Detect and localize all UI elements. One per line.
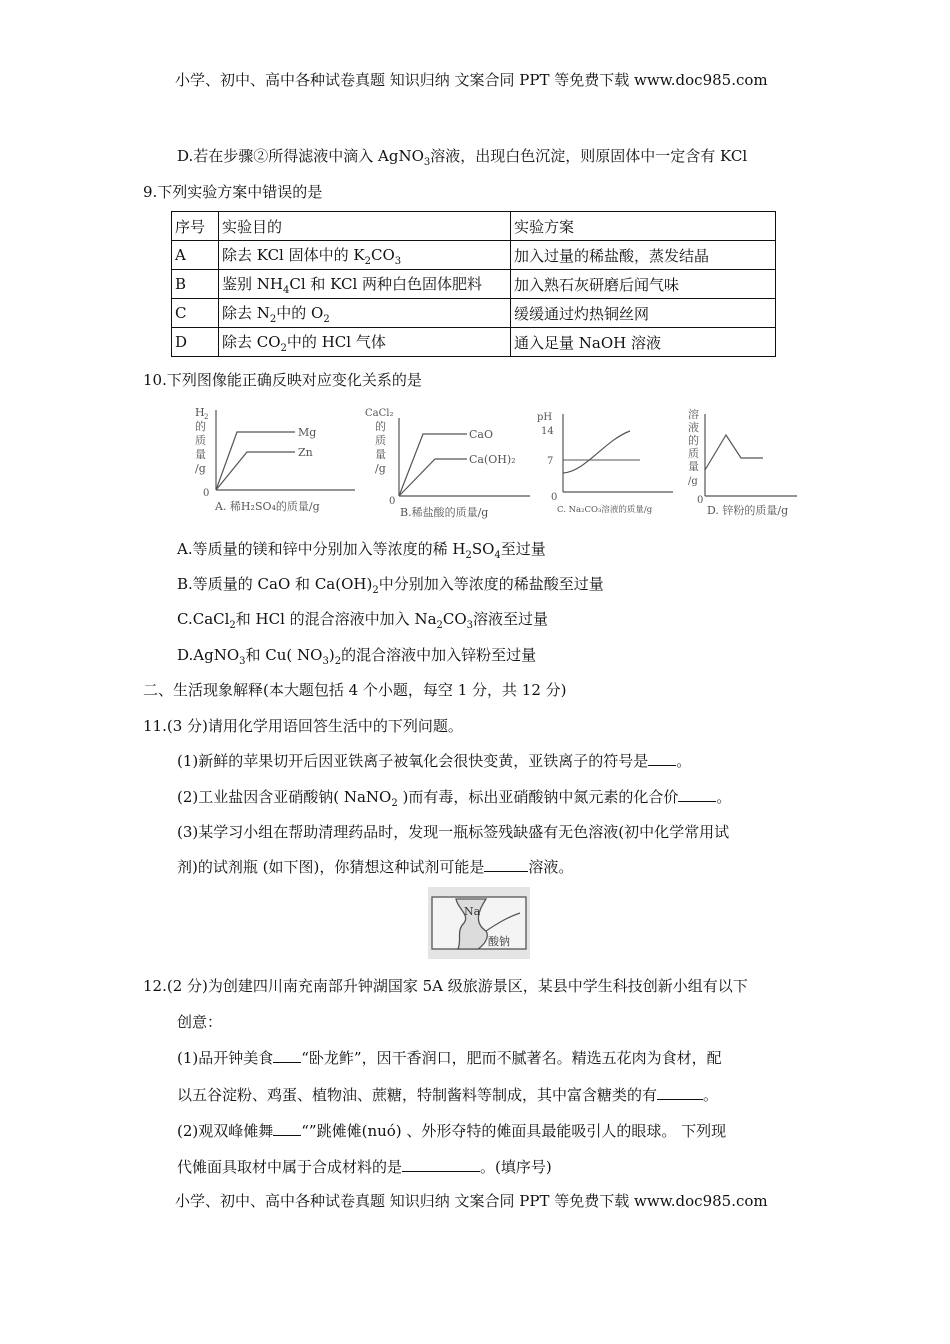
row-id: C — [172, 299, 219, 328]
row-id: D — [172, 328, 219, 357]
graph-c — [537, 412, 673, 515]
q10-option-b: B.等质量的 CaO 和 $Ca(OH)_2$中分别加入等浓度的稀盐酸至过量 — [177, 575, 604, 596]
graph-b-caoh2-line — [399, 459, 467, 496]
svg-text:/g: /g — [195, 462, 206, 475]
q12-sub2-line2: 代傩面具取材中属于合成材料的是 。(填序号) — [177, 1158, 552, 1176]
graph-c-ylabel: pH — [537, 412, 553, 423]
header-cell: 序号 — [172, 212, 219, 241]
table-row — [172, 299, 776, 328]
q12-sub1-line2: 以五谷淀粉、鸡蛋、植物油、蔗糖，特制酱料等制成，其中富含糖类的有 。 — [177, 1086, 719, 1104]
row-goal: 除去 KCl 固体中的 $K_2CO_3$ — [219, 241, 511, 270]
graph-b-ylabel: CaCl₂ — [365, 408, 394, 419]
answer-blank[interactable] — [273, 1121, 301, 1136]
svg-text:14: 14 — [541, 426, 554, 437]
row-goal: 鉴别 $NH_4Cl$ 和 KCl 两种白色固体肥料 — [219, 270, 511, 299]
q12-stem-line2: 创意： — [177, 1013, 223, 1031]
graph-d-ylabel: 溶 — [688, 408, 699, 421]
svg-text:的: 的 — [195, 420, 206, 433]
answer-blank[interactable] — [484, 857, 528, 872]
q9-table — [171, 211, 776, 357]
q11-stem: 11.(3 分)请用化学用语回答生活中的下列问题。 — [143, 717, 463, 735]
answer-blank[interactable] — [657, 1085, 703, 1100]
header-cell: 实验方案 — [511, 212, 776, 241]
svg-text:0: 0 — [551, 492, 558, 503]
q10-option-c: C.CaCl$_2$和 HCl 的混合溶液中加入 $Na_2CO_3$溶液至过量 — [177, 610, 549, 631]
q11-sub3-line1: (3)某学习小组在帮助清理药品时，发现一瓶标签残缺盛有无色溶液(初中化学常用试 — [177, 823, 730, 841]
row-plan: 通入足量 NaOH 溶液 — [511, 328, 776, 357]
row-goal: 除去 $N_2$中的 $O_2$ — [219, 299, 511, 328]
q10-graphs — [185, 400, 805, 525]
svg-text:的: 的 — [375, 420, 386, 433]
q12-sub1-line1: (1)品开钟美食 “卧龙鲊”，因干香润口，肥而不腻著名。精选五花肉为食材，配 — [177, 1049, 722, 1067]
table-header-row — [172, 212, 776, 241]
q11-sub3-line2: 剂)的试剂瓶 (如下图)，你猜想这种试剂可能是 溶液。 — [177, 858, 574, 876]
svg-text:质: 质 — [195, 434, 206, 447]
q10-stem: 10.下列图像能正确反映对应变化关系的是 — [143, 371, 422, 389]
graph-b-cao-label: CaO — [469, 428, 493, 441]
svg-text:量: 量 — [688, 460, 699, 473]
q9-stem: 9.下列实验方案中错误的是 — [143, 183, 323, 201]
graph-d-xlabel: D. 锌粉的质量/g — [707, 504, 789, 517]
svg-text:2: 2 — [204, 413, 209, 421]
svg-text:液: 液 — [688, 421, 699, 434]
graph-d — [688, 407, 797, 517]
svg-text:/g: /g — [688, 476, 698, 487]
svg-text:质: 质 — [375, 434, 386, 447]
graph-c-curve — [563, 431, 630, 473]
label-na-text: Na — [464, 905, 481, 918]
graph-b — [365, 408, 530, 519]
page-header: 小学、初中、高中各种试卷真题 知识归纳 文案合同 PPT 等免费下载 www.doc985.com — [175, 71, 768, 89]
graph-d-line — [705, 435, 763, 470]
q10-option-a: A.等质量的镁和锌中分别加入等浓度的稀 $H_2SO_4$至过量 — [177, 540, 546, 561]
header-cell: 实验目的 — [219, 212, 511, 241]
table-row — [172, 328, 776, 357]
answer-blank[interactable] — [402, 1157, 480, 1172]
q10-option-d: D.AgNO$_3$和 Cu( $NO_3)_2$的混合溶液中加入锌粉至过量 — [177, 646, 537, 667]
graph-b-cao-line — [399, 434, 467, 496]
q11-sub2: (2)工业盐因含亚硝酸钠( NaNO$_2$ )而有毒，标出亚硝酸钠中氮元素的化合价 。 — [177, 788, 732, 809]
row-plan: 加入熟石灰研磨后闻气味 — [511, 270, 776, 299]
table-row — [172, 241, 776, 270]
table-row — [172, 270, 776, 299]
svg-text:量: 量 — [195, 448, 206, 461]
answer-blank[interactable] — [273, 1048, 301, 1063]
graph-a — [195, 406, 355, 513]
q11-sub1: (1)新鲜的苹果切开后因亚铁离子被氧化会很快变黄，亚铁离子的符号是 。 — [177, 752, 692, 770]
graph-a-mg-line — [216, 432, 295, 490]
row-plan: 缓缓通过灼热铜丝网 — [511, 299, 776, 328]
svg-text:0: 0 — [697, 495, 704, 506]
graph-a-ylabel: H — [195, 406, 205, 419]
section-heading: 二、生活现象解释(本大题包括 4 个小题，每空 1 分，共 12 分) — [143, 681, 567, 699]
row-id: B — [172, 270, 219, 299]
row-id: A — [172, 241, 219, 270]
label-suanna-text: 酸钠 — [488, 935, 510, 948]
svg-text:0: 0 — [203, 488, 210, 499]
row-plan: 加入过量的稀盐酸，蒸发结晶 — [511, 241, 776, 270]
q12-stem-line1: 12.(2 分)为创建四川南充南部升钟湖国家 5A 级旅游景区，某县中学生科技创新小组有以下 — [143, 977, 748, 995]
page-footer: 小学、初中、高中各种试卷真题 知识归纳 文案合同 PPT 等免费下载 www.doc985.com — [175, 1192, 768, 1210]
svg-text:7: 7 — [547, 456, 554, 467]
svg-text:0: 0 — [389, 496, 396, 507]
answer-blank[interactable] — [648, 751, 676, 766]
graph-c-xlabel: C. Na₂CO₃溶液的质量/g — [557, 505, 653, 515]
graph-a-mg-label: Mg — [298, 426, 317, 439]
row-goal: 除去 $CO_2$中的 HCl 气体 — [219, 328, 511, 357]
q12-sub2-line1: (2)观双峰傩舞 “”跳傩傩(nuó) 、外形夺特的傩面具最能吸引人的眼球。 下列现 — [177, 1122, 727, 1140]
graph-a-zn-label: Zn — [298, 446, 313, 459]
graph-b-caoh2-label: Ca(OH)₂ — [469, 453, 516, 466]
graph-b-xlabel: B.稀盐酸的质量/g — [400, 506, 489, 519]
svg-text:量: 量 — [375, 448, 386, 461]
svg-text:的: 的 — [688, 434, 699, 447]
svg-text:/g: /g — [375, 462, 386, 475]
svg-text:质: 质 — [688, 447, 699, 460]
reagent-label-image — [428, 887, 530, 959]
q8-option-d: D.若在步骤②所得滤液中滴入 AgNO$_3$溶液，出现白色沉淀，则原固体中一定含有 KCl — [177, 147, 748, 168]
graph-a-xlabel: A. 稀H₂SO₄的质量/g — [215, 500, 320, 513]
answer-blank[interactable] — [678, 787, 716, 802]
